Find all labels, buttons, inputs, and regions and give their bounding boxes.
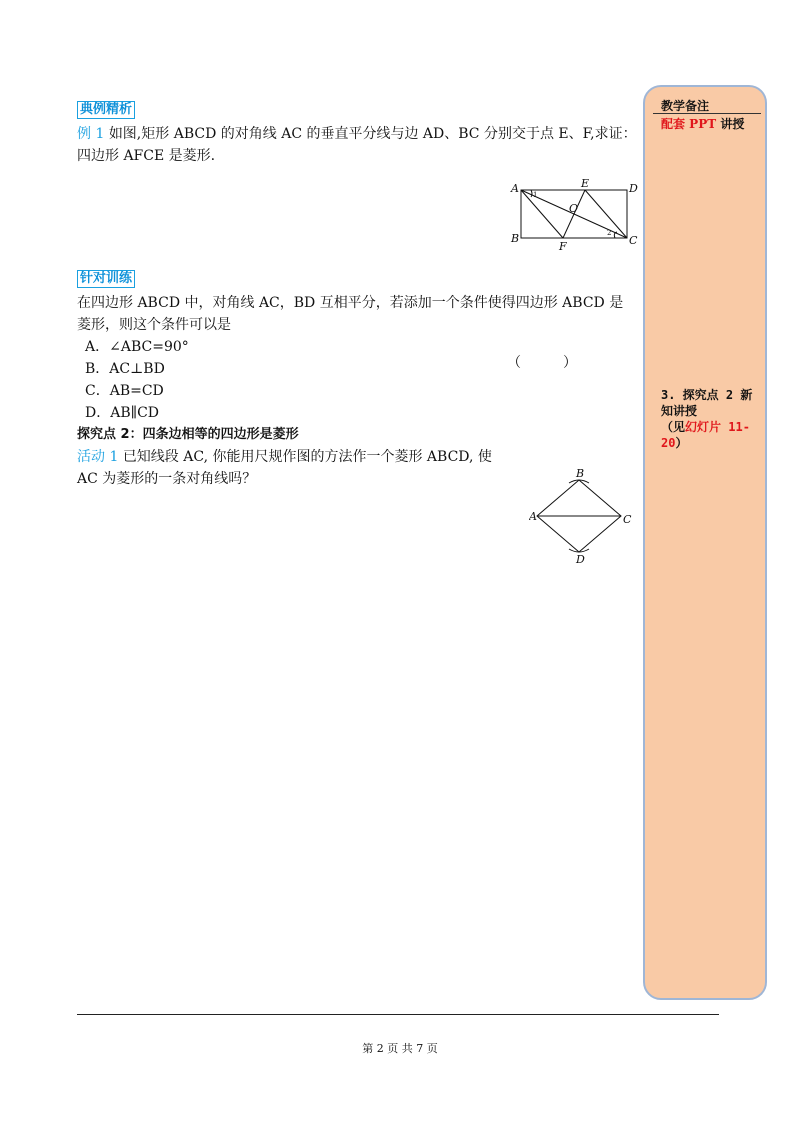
answer-paren: （ ）: [507, 355, 577, 371]
label-point-e: E: [581, 177, 590, 190]
sidebar-item-prefix: （见: [661, 420, 686, 434]
sidebar-subtitle-ppt: 配套 PPT: [661, 117, 717, 131]
sidebar-item-line2: [661, 419, 761, 451]
example-text: 如图,矩形 ABCD 的对角线 AC 的垂直平分线与边 AD、BC 分别交于点 E、F,求证：四边形 AFCE 是菱形.: [77, 126, 637, 164]
option-a: A．∠ABC=90°: [85, 339, 189, 355]
angle-label-2: 2: [607, 229, 612, 237]
label-point-a: A: [529, 510, 537, 523]
training-question: 在四边形 ABCD 中，对角线 AC，BD 互相平分，若添加一个条件使得四边形 ABCD 是菱形，则这个条件可以是: [77, 295, 624, 333]
label-point-d: D: [629, 182, 638, 195]
section-title-training: 针对训练: [77, 270, 135, 288]
sidebar-header: 教学备注: [661, 99, 710, 113]
rhombus-figure: [529, 468, 639, 564]
main-content: [77, 98, 638, 564]
sidebar-item-slides: 幻灯片 11-20: [661, 420, 750, 450]
sidebar-divider: [653, 113, 761, 114]
label-point-f: F: [559, 240, 567, 253]
example-paragraph: [77, 123, 637, 167]
activity-label: 活动 1: [77, 449, 119, 465]
label-point-o: O: [569, 202, 579, 215]
arc-mark-d: [569, 549, 589, 552]
sidebar-note-item: [661, 387, 761, 451]
label-point-b: B: [511, 232, 520, 245]
teaching-notes-sidebar: [643, 85, 767, 1000]
label-point-d: D: [576, 553, 585, 564]
option-c: C．AB=CD: [85, 383, 164, 399]
label-point-c: C: [629, 234, 638, 247]
sidebar-subtitle: [661, 115, 744, 132]
segment-af: [521, 190, 563, 238]
footer-divider: [77, 1014, 719, 1015]
page-number: 第 2 页 共 7 页: [362, 1042, 438, 1055]
sidebar-item-line1: 3. 探究点 2 新知讲授: [661, 388, 753, 418]
angle-mark-1: [531, 190, 532, 197]
label-point-a: A: [511, 182, 519, 195]
section-title-example: 典例精析: [77, 101, 135, 119]
segment-ec: [585, 190, 627, 238]
arc-mark-b: [569, 480, 589, 483]
angle-label-1: 1: [533, 191, 538, 199]
option-b: B．AC⊥BD: [85, 361, 165, 377]
example-label: 例 1: [77, 126, 105, 142]
label-point-b: B: [576, 468, 585, 480]
sidebar-item-suffix: ）: [675, 436, 688, 450]
label-point-c: C: [623, 513, 632, 526]
activity-text: 已知线段 AC, 你能用尺规作图的方法作一个菱形 ABCD, 使 AC 为菱形的一条对角线吗？: [77, 449, 492, 487]
probe-title: 探究点 2：四条边相等的四边形是菱形: [77, 427, 299, 442]
sidebar-subtitle-suffix: 讲授: [716, 117, 745, 131]
option-d: D．AB∥CD: [85, 405, 160, 421]
rectangle-figure: [509, 176, 639, 256]
activity-paragraph: [77, 446, 517, 490]
